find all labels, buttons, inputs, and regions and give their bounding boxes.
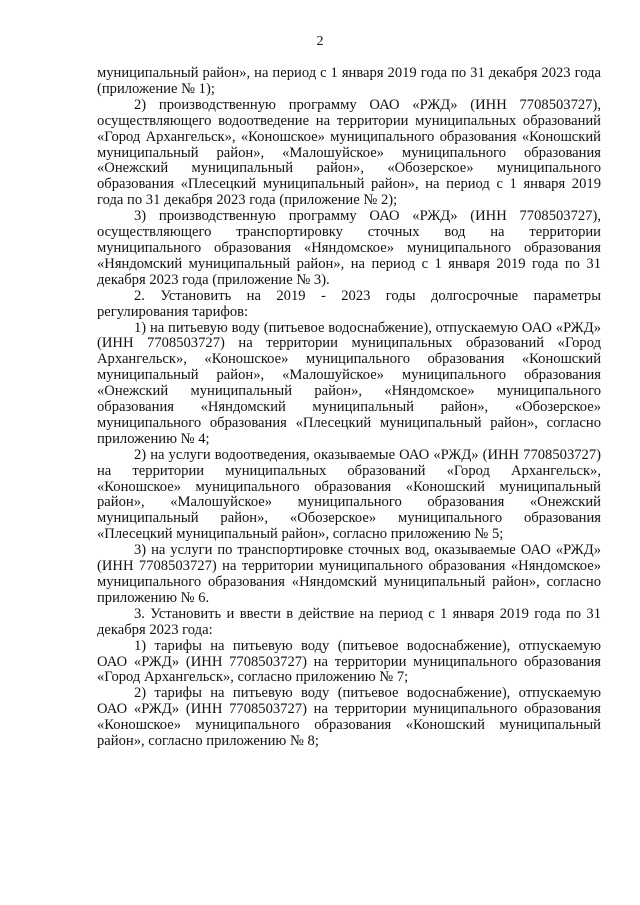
paragraph-section-2: 2. Установить на 2019 - 2023 годы долгосрочные параметры регулирования тарифов: xyxy=(97,287,601,320)
paragraph-item-2-2: 2) на услуги водоотведения, оказываемые ОАО «РЖД» (ИНН 7708503727) на территории муниципальных образований «Город Архангельск», «Коношское» муниципального образования «Коношский муниципальный район», «Малошуйское» муниципального образования «Онежский муниципальный район», «Обозерское» муниципального образования «Плесецкий муниципальный район», согласно приложению № 5; xyxy=(97,446,601,543)
paragraph-item-2-1: 1) на питьевую воду (питьевое водоснабжение), отпускаемую ОАО «РЖД» (ИНН 7708503727) на территории муниципальных образований «Город Архангельск», «Коношское» муниципального образования «Коношский муниципальный район», «Малошуйское» муниципального образования «Онежский муниципальный район», «Няндомское» муниципального образования «Няндомский муниципальный район», «Обозерское» муниципального образования «Плесецкий муниципальный район», согласно приложению № 4; xyxy=(97,319,601,447)
paragraph-item-1-3: 3) производственную программу ОАО «РЖД» (ИНН 7708503727), осуществляющего транспортировку сточных вод на территории муниципального образования «Няндомское» муниципального образования «Няндомский муниципальный район», на период с 1 января 2019 года по 31 декабря 2023 года (приложение № 3). xyxy=(97,208,601,288)
paragraph-continuation: муниципальный район», на период с 1 января 2019 года по 31 декабря 2023 года (приложение № 1); xyxy=(97,65,601,97)
paragraph-item-1-2: 2) производственную программу ОАО «РЖД» (ИНН 7708503727), осуществляющего водоотведение на территории муниципальных образований «Город Архангельск», «Коношское» муниципального образования «Коношский муниципальный район», «Малошуйское» муниципального образования «Онежский муниципальный район», «Обозерское» муниципального образования «Плесецкий муниципальный район», на период с 1 января 2019 года по 31 декабря 2023 года (приложение № 2); xyxy=(97,96,601,209)
paragraph-section-3: 3. Установить и ввести в действие на период с 1 января 2019 года по 31 декабря 2023 года: xyxy=(97,605,601,638)
document-body xyxy=(97,66,601,750)
paragraph-item-3-1: 1) тарифы на питьевую воду (питьевое водоснабжение), отпускаемую ОАО «РЖД» (ИНН 7708503727) на территории муниципального образования «Город Архангельск», согласно приложению № 7; xyxy=(97,637,601,686)
paragraph-item-2-3: 3) на услуги по транспортировке сточных вод, оказываемые ОАО «РЖД» (ИНН 7708503727) на территории муниципального образования «Няндомское» муниципального образования «Няндомский муниципальный район», согласно приложению № 6. xyxy=(97,542,601,606)
page-number: 2 xyxy=(316,34,324,49)
paragraph-item-3-2: 2) тарифы на питьевую воду (питьевое водоснабжение), отпускаемую ОАО «РЖД» (ИНН 7708503727) на территории муниципального образования «Коношское» муниципального образования «Коношский муниципальный район», согласно приложению № 8; xyxy=(97,685,601,750)
